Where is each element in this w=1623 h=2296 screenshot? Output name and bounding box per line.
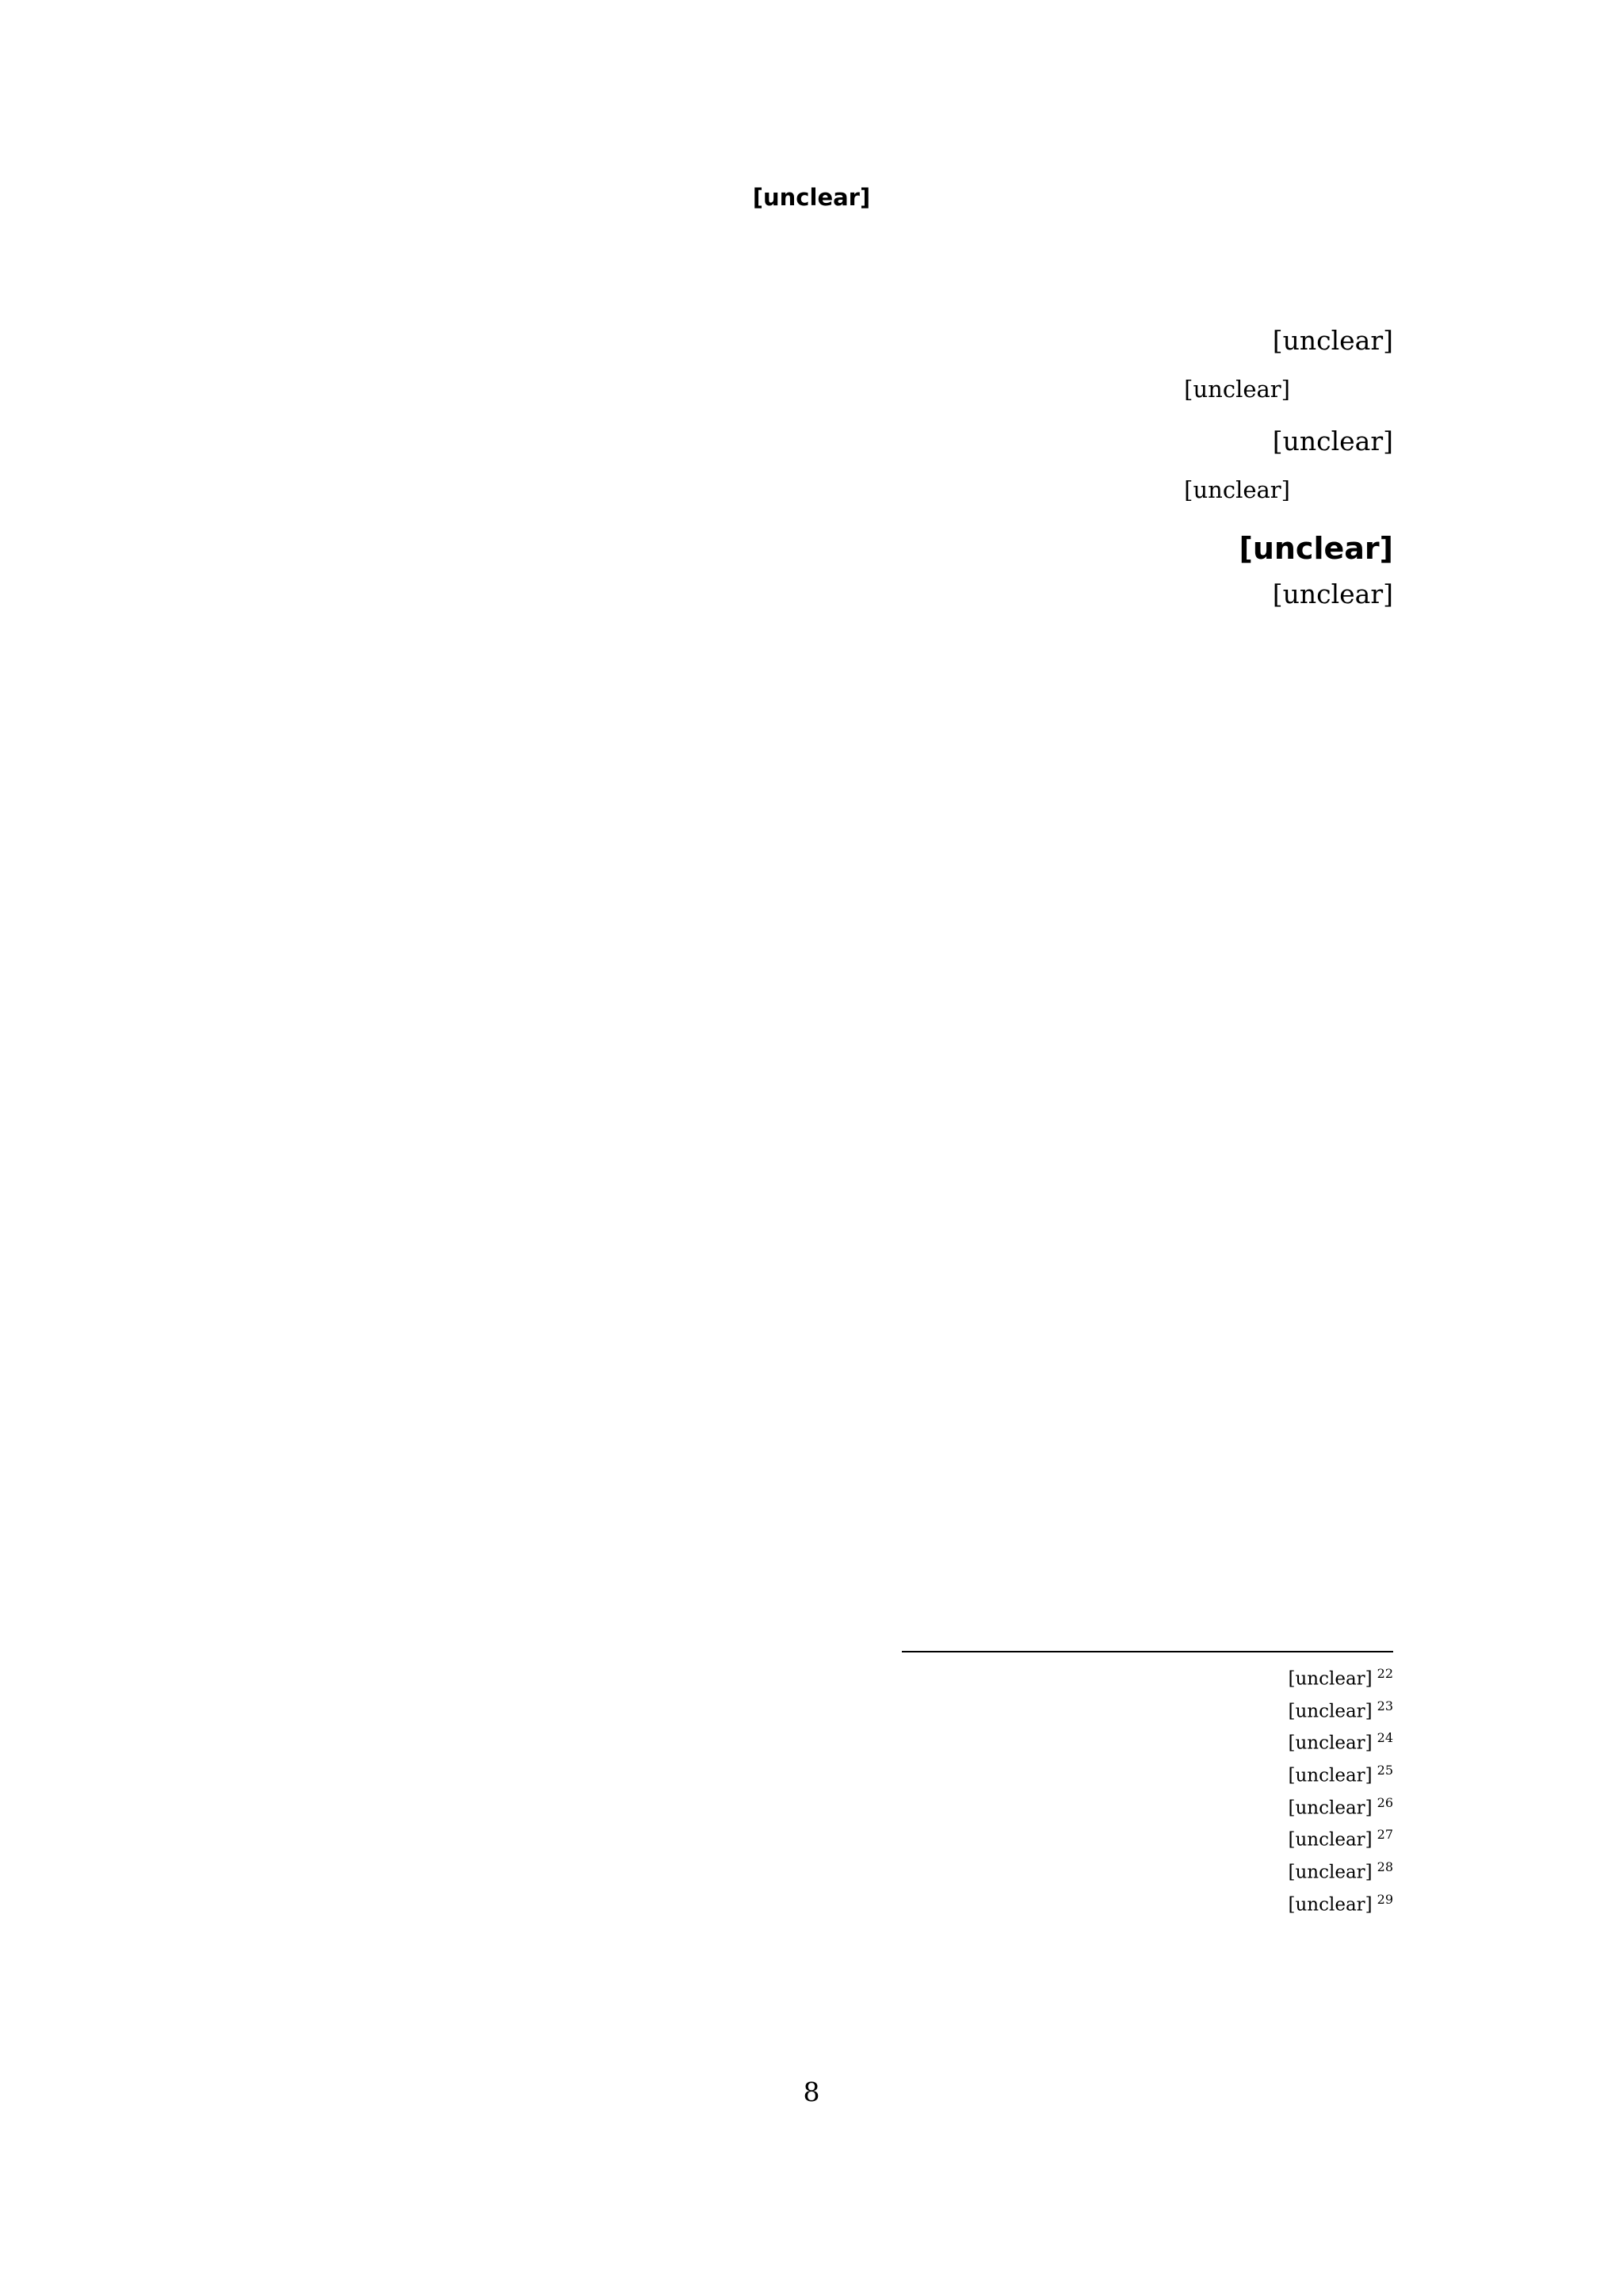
- block-quote: [unclear]: [1184, 376, 1290, 403]
- paragraph: [unclear]: [1272, 325, 1393, 356]
- footnote-number: 24: [1377, 1730, 1393, 1746]
- footnote-text: [unclear]: [1288, 1733, 1373, 1754]
- footnote-text: [unclear]: [1288, 1862, 1373, 1883]
- footnote: [238, 1790, 1393, 1822]
- body-text: [238, 317, 1393, 618]
- footnote: [238, 1886, 1393, 1919]
- running-header: [unclear]: [752, 184, 871, 211]
- footnote-text: [unclear]: [1288, 1829, 1373, 1851]
- footnote: [238, 1725, 1393, 1757]
- footnote-number: 22: [1377, 1666, 1393, 1681]
- footnote: [238, 1660, 1393, 1693]
- page-number: 8: [803, 2076, 820, 2107]
- footnote: [238, 1757, 1393, 1790]
- footnote-text: [unclear]: [1288, 1668, 1373, 1690]
- footnote: [238, 1693, 1393, 1725]
- block-quote: [unclear]: [1184, 476, 1290, 503]
- footnote-text: [unclear]: [1288, 1797, 1373, 1819]
- footnote-number: 29: [1377, 1891, 1393, 1907]
- footnote-separator: [902, 1651, 1393, 1652]
- section-heading: [unclear]: [1239, 531, 1393, 566]
- footnote-number: 28: [1377, 1859, 1393, 1874]
- footnote-number: 27: [1377, 1827, 1393, 1843]
- footnote-number: 26: [1377, 1794, 1393, 1810]
- footnote: [238, 1821, 1393, 1854]
- footnote-text: [unclear]: [1288, 1701, 1373, 1722]
- footnote: [238, 1854, 1393, 1886]
- paragraph: [unclear]: [1272, 426, 1393, 457]
- paragraph: [unclear]: [1272, 579, 1393, 609]
- footnote-number: 23: [1377, 1698, 1393, 1713]
- footnote-text: [unclear]: [1288, 1765, 1373, 1786]
- footnotes: [238, 1651, 1393, 1918]
- footnote-number: 25: [1377, 1762, 1393, 1778]
- footnote-text: [unclear]: [1288, 1894, 1373, 1916]
